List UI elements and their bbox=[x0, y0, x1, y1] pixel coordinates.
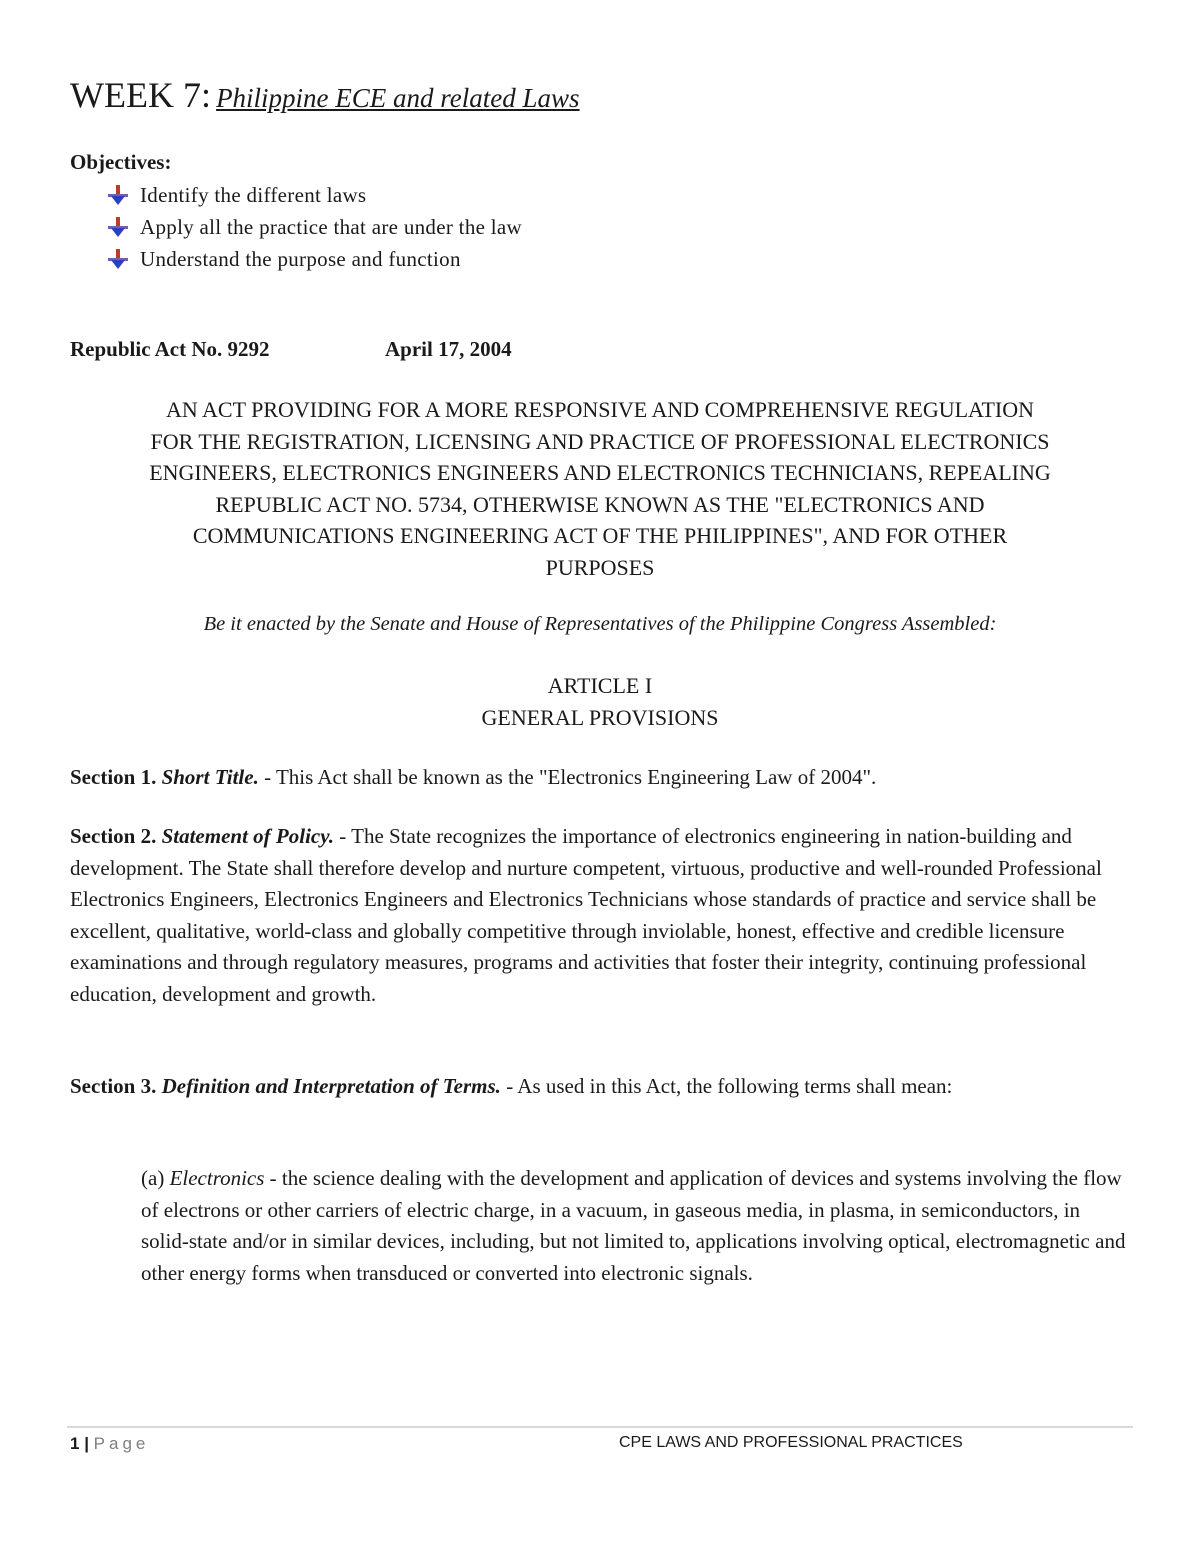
definition-electronics bbox=[141, 1163, 1131, 1289]
republic-act-date: April 17, 2004 bbox=[385, 337, 512, 361]
act-title-line: ENGINEERS, ELECTRONICS ENGINEERS AND ELECTRONICS TECHNICIANS, REPEALING bbox=[149, 460, 1051, 485]
definition-text: - the science dealing with the development and application of devices and systems involving the flow of electrons or other carriers of electric charge, in a vacuum, in gaseous media, in plasma, in semiconductors, in solid-state and/or in similar devices, including, but not limited to, applications involving optical, electromagnetic and other energy forms when transduced or converted into electronic signals. bbox=[141, 1166, 1126, 1285]
objective-text: Identify the different laws bbox=[140, 183, 367, 207]
section-heading: Short Title. bbox=[161, 765, 259, 789]
list-item bbox=[106, 179, 522, 211]
section-label: Section 2. bbox=[70, 824, 157, 848]
arrow-down-bullet-icon bbox=[106, 184, 130, 206]
footer-page-number bbox=[70, 1434, 149, 1454]
footer-course-title: CPE LAWS AND PROFESSIONAL PRACTICES bbox=[619, 1434, 963, 1451]
objective-text: Apply all the practice that are under the law bbox=[140, 215, 523, 239]
section-label: Section 3. bbox=[70, 1074, 157, 1098]
objectives-label: Objectives: bbox=[70, 150, 172, 174]
section-label: Section 1. bbox=[70, 765, 157, 789]
objectives-block bbox=[70, 150, 522, 275]
republic-act-number: Republic Act No. 9292 bbox=[70, 337, 270, 361]
act-title-line: FOR THE REGISTRATION, LICENSING AND PRACTICE OF PROFESSIONAL ELECTRONICS bbox=[150, 428, 1050, 454]
act-title-line: REPUBLIC ACT NO. 5734, OTHERWISE KNOWN AS THE "ELECTRONICS AND bbox=[215, 491, 985, 517]
objectives-list bbox=[70, 179, 522, 275]
page-label: Page bbox=[93, 1434, 150, 1453]
footer-divider bbox=[67, 1426, 1133, 1428]
week-label: WEEK 7: bbox=[70, 75, 211, 115]
page-title bbox=[70, 74, 580, 116]
article-name: GENERAL PROVISIONS bbox=[481, 705, 719, 730]
act-title bbox=[70, 394, 1130, 583]
definition-marker: (a) bbox=[141, 1166, 170, 1190]
section-3 bbox=[70, 1071, 1130, 1103]
section-text: - The State recognizes the importance of electronics engineering in nation-building and development. The State shall therefore develop and nurture competent, virtuous, productive and well-rounded Professional Electronics Engineers, Electronics Engineers and Electronics Technicians whose standards of practice and service shall be excellent, qualitative, world-class and globally competitive through inviolable, honest, effective and credible licensure examinations and through regulatory measures, programs and activities that foster their integrity, continuing professional education, development and growth. bbox=[70, 824, 1102, 1006]
list-item bbox=[106, 243, 522, 275]
section-heading: Statement of Policy. bbox=[161, 824, 335, 848]
section-heading: Definition and Interpretation of Terms. bbox=[161, 1074, 501, 1098]
act-title-line: PURPOSES bbox=[545, 554, 655, 580]
page-number: 1 bbox=[70, 1434, 80, 1453]
section-2 bbox=[70, 821, 1130, 1010]
section-text: - As used in this Act, the following terms shall mean: bbox=[500, 1074, 953, 1098]
section-1 bbox=[70, 762, 1130, 794]
enacting-clause: Be it enacted by the Senate and House of Representatives of the Philippine Congress Assembled: bbox=[203, 613, 997, 635]
article-heading bbox=[70, 670, 1130, 734]
arrow-down-bullet-icon bbox=[106, 248, 130, 270]
footer-separator: | bbox=[79, 1434, 94, 1453]
article-number: ARTICLE I bbox=[547, 673, 653, 698]
week-subtitle: Philippine ECE and related Laws bbox=[216, 83, 580, 113]
arrow-down-bullet-icon bbox=[106, 216, 130, 238]
republic-act-line bbox=[70, 337, 512, 362]
definition-term: Electronics bbox=[169, 1166, 265, 1190]
act-title-line: AN ACT PROVIDING FOR A MORE RESPONSIVE AND COMPREHENSIVE REGULATION bbox=[165, 397, 1035, 422]
list-item bbox=[106, 211, 522, 243]
objective-text: Understand the purpose and function bbox=[140, 247, 461, 271]
act-title-line: COMMUNICATIONS ENGINEERING ACT OF THE PHILIPPINES", AND FOR OTHER bbox=[192, 523, 1008, 548]
section-text: - This Act shall be known as the "Electronics Engineering Law of 2004". bbox=[258, 765, 877, 789]
